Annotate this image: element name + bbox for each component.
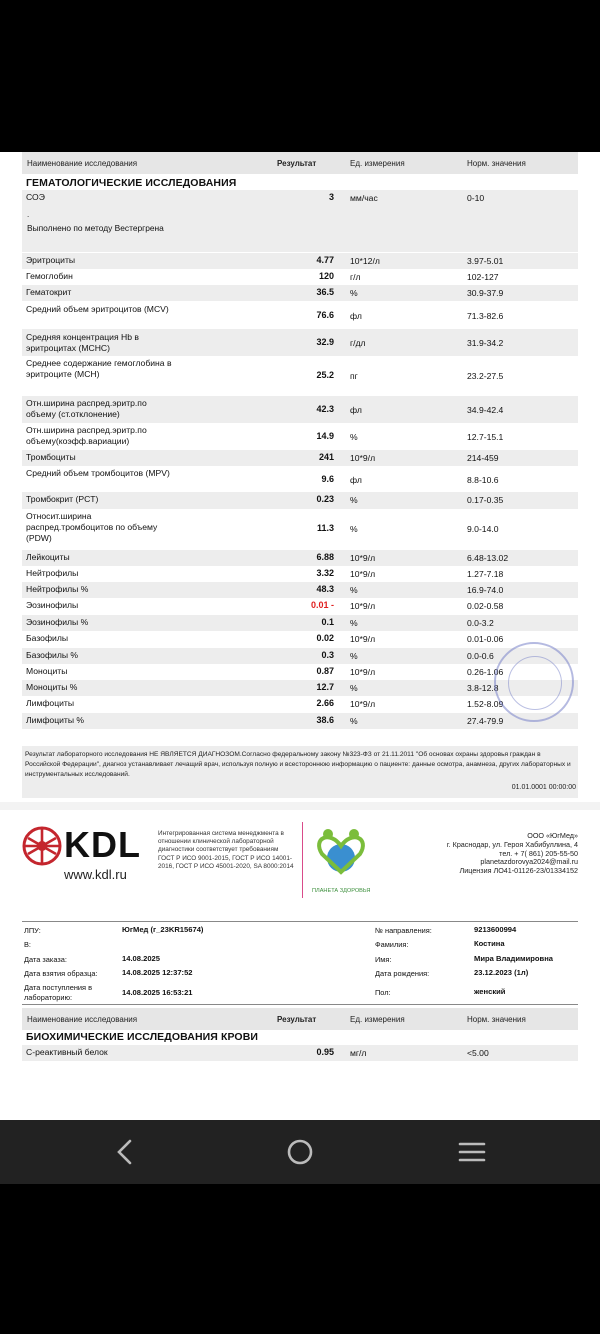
disclaimer-text: Результат лабораторного исследования НЕ ЯВЛЯЕТСЯ ДИАГНОЗОМ.Согласно федеральному закону №323-ФЗ от 21.11.2011 "Об основах охраны здоровья граждан в Российской Федерации", диагноз устанавливает лечащий врач, используя полную и всестороннюю информацию о пациенте: данные осмотра, анамнеза, других лабораторных и инструментальных исследований.: [25, 751, 571, 778]
row-norm: 9.0-14.0: [467, 524, 499, 534]
table-row: [22, 509, 578, 550]
row-value: 3: [328, 192, 334, 202]
row-norm: 1.27-7.18: [467, 569, 504, 579]
row-norm: 1.52-8.09: [467, 699, 504, 709]
row-value: 36.5: [316, 287, 334, 297]
table-row: [22, 396, 578, 423]
table-row: [22, 466, 578, 492]
row-value: 11.3: [316, 523, 334, 533]
receipt-label-2: лабораторию:: [24, 993, 73, 1002]
org-line: тел. + 7( 861) 205-55-50: [499, 848, 578, 858]
row-name: Лимфоциты %: [26, 715, 85, 725]
row-value: 120: [318, 271, 334, 281]
row-value: 3.32: [316, 568, 334, 578]
row-unit: 10*9/л: [350, 667, 376, 677]
row-value: 6.88: [316, 552, 334, 562]
row-value: 9.6: [321, 474, 334, 484]
row-norm: 31.9-34.2: [467, 338, 504, 348]
row-unit: 10*9/л: [350, 453, 376, 463]
sample-date-value: 14.08.2025 12:37:52: [122, 968, 193, 977]
row-name: Гематокрит: [26, 287, 72, 297]
row-norm: 16.9-74.0: [467, 585, 504, 595]
name-value: Мира Владимировна: [474, 954, 554, 963]
row-norm: <5.00: [467, 1048, 489, 1058]
lab-header: [0, 810, 600, 910]
table-header: [22, 152, 578, 174]
v-label: В:: [24, 940, 31, 949]
row-norm: 214-459: [467, 453, 499, 463]
row-unit: мг/л: [350, 1048, 367, 1058]
row-norm: 0.0-3.2: [467, 618, 494, 628]
row-value: 241: [318, 452, 334, 462]
row-unit: фл: [350, 311, 362, 321]
org-address: [418, 832, 578, 876]
col-result-header: Результат: [277, 1015, 317, 1024]
row-norm: 12.7-15.1: [467, 432, 504, 442]
lab-report-document: [0, 152, 600, 1120]
surname-label: Фамилия:: [375, 940, 409, 949]
table-row: [22, 648, 578, 664]
table-row: [22, 615, 578, 631]
row-name: Средний объем тромбоцитов (MPV): [26, 468, 170, 478]
row-name: Эозинофилы %: [26, 617, 89, 627]
org-line: г. Краснодар, ул. Героя Хабибуллина, 4: [446, 839, 578, 849]
row-name: Гемоглобин: [26, 271, 73, 281]
birth-label: Дата рождения:: [375, 969, 430, 978]
table-row: [22, 269, 578, 285]
row-unit: пг: [350, 371, 358, 381]
row-norm: 0.01-0.06: [467, 634, 504, 644]
table-row: [22, 450, 578, 466]
col-unit-header: Ед. измерения: [350, 1015, 405, 1024]
table-row: [22, 423, 578, 450]
table-row: [22, 492, 578, 509]
org-line: planetazdorovya2024@mail.ru: [480, 857, 578, 867]
sex-value: женский: [474, 987, 506, 996]
row-unit: 10*9/л: [350, 634, 376, 644]
row-norm: 0.0-0.6: [467, 651, 494, 661]
row-norm: 6.48-13.02: [467, 553, 509, 563]
col-result-header: Результат: [277, 159, 317, 168]
row-unit: г/л: [350, 272, 361, 282]
table-row: [22, 566, 578, 582]
table-row: [22, 329, 578, 356]
row-name: Отн.ширина распред.эритр.по объему(коэфф.вариации): [26, 425, 147, 446]
row-name: Отн.ширина распред.эритр.по объему (ст.отклонение): [26, 398, 147, 419]
referral-label: № направления:: [375, 926, 432, 935]
row-unit: 10*9/л: [350, 569, 376, 579]
referral-value: 9213600994: [474, 925, 517, 934]
home-icon[interactable]: [282, 1134, 318, 1170]
table-header-2: [22, 1008, 578, 1030]
row-unit: %: [350, 683, 358, 693]
partner-name: ПЛАНЕТА ЗДОРОВЬЯ: [312, 888, 371, 894]
row-unit: %: [350, 432, 358, 442]
row-norm: 27.4-79.9: [467, 716, 504, 726]
row-norm: 0-10: [467, 193, 485, 203]
row-value: 25.2: [316, 370, 334, 380]
row-value: 4.77: [316, 255, 334, 265]
row-norm: 102-127: [467, 272, 499, 282]
kdl-logo-icon: [22, 826, 62, 866]
row-name: Базофилы: [26, 633, 69, 643]
row-value: 32.9: [316, 337, 334, 347]
row-unit: %: [350, 618, 358, 628]
row-norm: 3.97-5.01: [467, 256, 504, 266]
row-name: Тромбокрит (PCT): [26, 494, 99, 504]
birth-value: 23.12.2023 (1л): [474, 968, 529, 977]
row-name: Средняя концентрация Hb в эритроцитах (MCHC): [26, 332, 139, 353]
row-name: Лимфоциты: [26, 698, 75, 708]
row-unit: 10*9/л: [350, 601, 376, 611]
row-value: 0.3: [321, 650, 334, 660]
row-value: 0.95: [316, 1047, 334, 1057]
row-norm: 0.02-0.58: [467, 601, 504, 611]
soe-dot: .: [27, 210, 30, 219]
patient-info: [22, 921, 578, 1005]
row-unit: %: [350, 651, 358, 661]
row-norm: 0.17-0.35: [467, 495, 504, 505]
org-line: Лицензия ЛО41-01126-23/01334152: [459, 866, 578, 876]
row-unit: 10*9/л: [350, 699, 376, 709]
kdl-url: www.kdl.ru: [64, 867, 127, 882]
row-unit: %: [350, 288, 358, 298]
sex-label: Пол:: [375, 988, 391, 997]
org-line: ООО «ЮгМед»: [527, 831, 578, 840]
row-unit: фл: [350, 405, 362, 415]
row-norm: 8.8-10.6: [467, 475, 499, 485]
row-name: Моноциты %: [26, 682, 78, 692]
row-unit: фл: [350, 475, 362, 485]
row-norm: 0.26-1.06: [467, 667, 504, 677]
lpu-label: ЛПУ:: [24, 926, 41, 935]
sample-date-label: Дата взятия образца:: [24, 969, 98, 978]
row-norm: 3.8-12.8: [467, 683, 499, 693]
table-row-crp: [22, 1045, 578, 1061]
col-norm-header: Норм. значения: [467, 1015, 526, 1024]
row-name: С-реактивный белок: [26, 1047, 108, 1057]
disclaimer-box: [22, 746, 578, 798]
table-row: [22, 356, 578, 396]
back-icon[interactable]: [108, 1134, 144, 1170]
row-value: 38.6: [316, 715, 334, 725]
row-unit: %: [350, 716, 358, 726]
row-norm: 23.2-27.5: [467, 371, 504, 381]
iso-certification-text: Интегрированная система менеджмента в отношении клинической лабораторной диагностики соответствует требованиям ГОСТ Р ИСО 9001-2015, ГОСТ Р ИСО 14001-2016, ГОСТ Р ИСО 45001-2020, SA 8000:2014: [158, 830, 294, 870]
row-name: Лейкоциты: [26, 552, 70, 562]
row-unit: %: [350, 585, 358, 595]
row-unit: %: [350, 524, 358, 534]
row-unit: мм/час: [350, 193, 378, 203]
row-name: Базофилы %: [26, 650, 79, 660]
col-unit-header: Ед. измерения: [350, 159, 405, 168]
divider: [302, 822, 303, 898]
order-date-value: 14.08.2025: [122, 954, 161, 963]
row-name: Относит.ширина распред.тромбоцитов по объему (PDW): [26, 511, 158, 543]
row-name: Нейтрофилы: [26, 568, 79, 578]
table-row: [22, 631, 578, 648]
surname-value: Костина: [474, 939, 505, 948]
lpu-value: ЮгМед (г_23KR15674): [122, 925, 204, 934]
disclaimer-code: 01.01.0001 00:00:00: [511, 784, 576, 791]
row-unit: %: [350, 495, 358, 505]
row-value: 42.3: [316, 404, 334, 414]
row-value: 0.23: [316, 494, 334, 504]
section-title-hematology: ГЕМАТОЛОГИЧЕСКИЕ ИССЛЕДОВАНИЯ: [26, 177, 237, 189]
stamp-signature: [508, 656, 562, 710]
order-date-label: Дата заказа:: [24, 955, 67, 964]
row-name: СОЭ: [26, 192, 45, 202]
row-unit: 10*12/л: [350, 256, 380, 266]
receipt-label: Дата поступления в: [24, 983, 93, 992]
row-value: 0.87: [316, 666, 334, 676]
table-row: [22, 713, 578, 729]
col-norm-header: Норм. значения: [467, 159, 526, 168]
table-row: [22, 696, 578, 713]
row-name: Эритроциты: [26, 255, 76, 265]
row-name: Моноциты: [26, 666, 68, 676]
row-value: 2.66: [316, 698, 334, 708]
col-name-header: Наименование исследования: [27, 159, 138, 168]
hematology-sheet: [0, 152, 600, 802]
row-name: Средний объем эритроцитов (MCV): [26, 304, 169, 314]
table-row: [22, 285, 578, 301]
row-norm: 71.3-82.6: [467, 311, 504, 321]
row-value: 48.3: [316, 584, 334, 594]
row-value: 12.7: [316, 682, 334, 692]
row-name: Эозинофилы: [26, 600, 79, 610]
row-value: 14.9: [316, 431, 334, 441]
row-norm: 34.9-42.4: [467, 405, 504, 415]
section-title-biochem: БИОХИМИЧЕСКИЕ ИССЛЕДОВАНИЯ КРОВИ: [26, 1031, 259, 1043]
doctor-stamp: [494, 642, 574, 722]
table-row-soe: [22, 190, 578, 252]
kdl-brand: KDL: [64, 824, 141, 865]
table-row: [22, 301, 578, 329]
row-norm: 30.9-37.9: [467, 288, 504, 298]
soe-method-note: Выполнено по методу Вестергрена: [27, 223, 164, 233]
row-value: 76.6: [316, 310, 334, 320]
row-name: Тромбоциты: [26, 452, 76, 462]
name-label: Имя:: [375, 955, 392, 964]
table-row: [22, 253, 578, 269]
row-value: 0.01 -: [310, 600, 334, 610]
row-name: Нейтрофилы %: [26, 584, 89, 594]
row-unit: г/дл: [350, 338, 366, 348]
row-name: Среднее содержание гемоглобина в эритроците (MCH): [26, 358, 172, 379]
table-row: [22, 582, 578, 598]
table-row: [22, 550, 578, 566]
row-value: 0.1: [321, 617, 334, 627]
page-separator: [0, 802, 600, 810]
receipt-date-value: 14.08.2025 16:53:21: [122, 988, 193, 997]
table-row: [22, 598, 578, 615]
row-unit: 10*9/л: [350, 553, 376, 563]
recent-apps-icon[interactable]: [454, 1134, 490, 1170]
row-value: 0.02: [316, 633, 334, 643]
android-nav-bar: [0, 1120, 600, 1184]
col-name-header: Наименование исследования: [27, 1015, 138, 1024]
planeta-zdorovya-logo-icon: [310, 822, 372, 886]
